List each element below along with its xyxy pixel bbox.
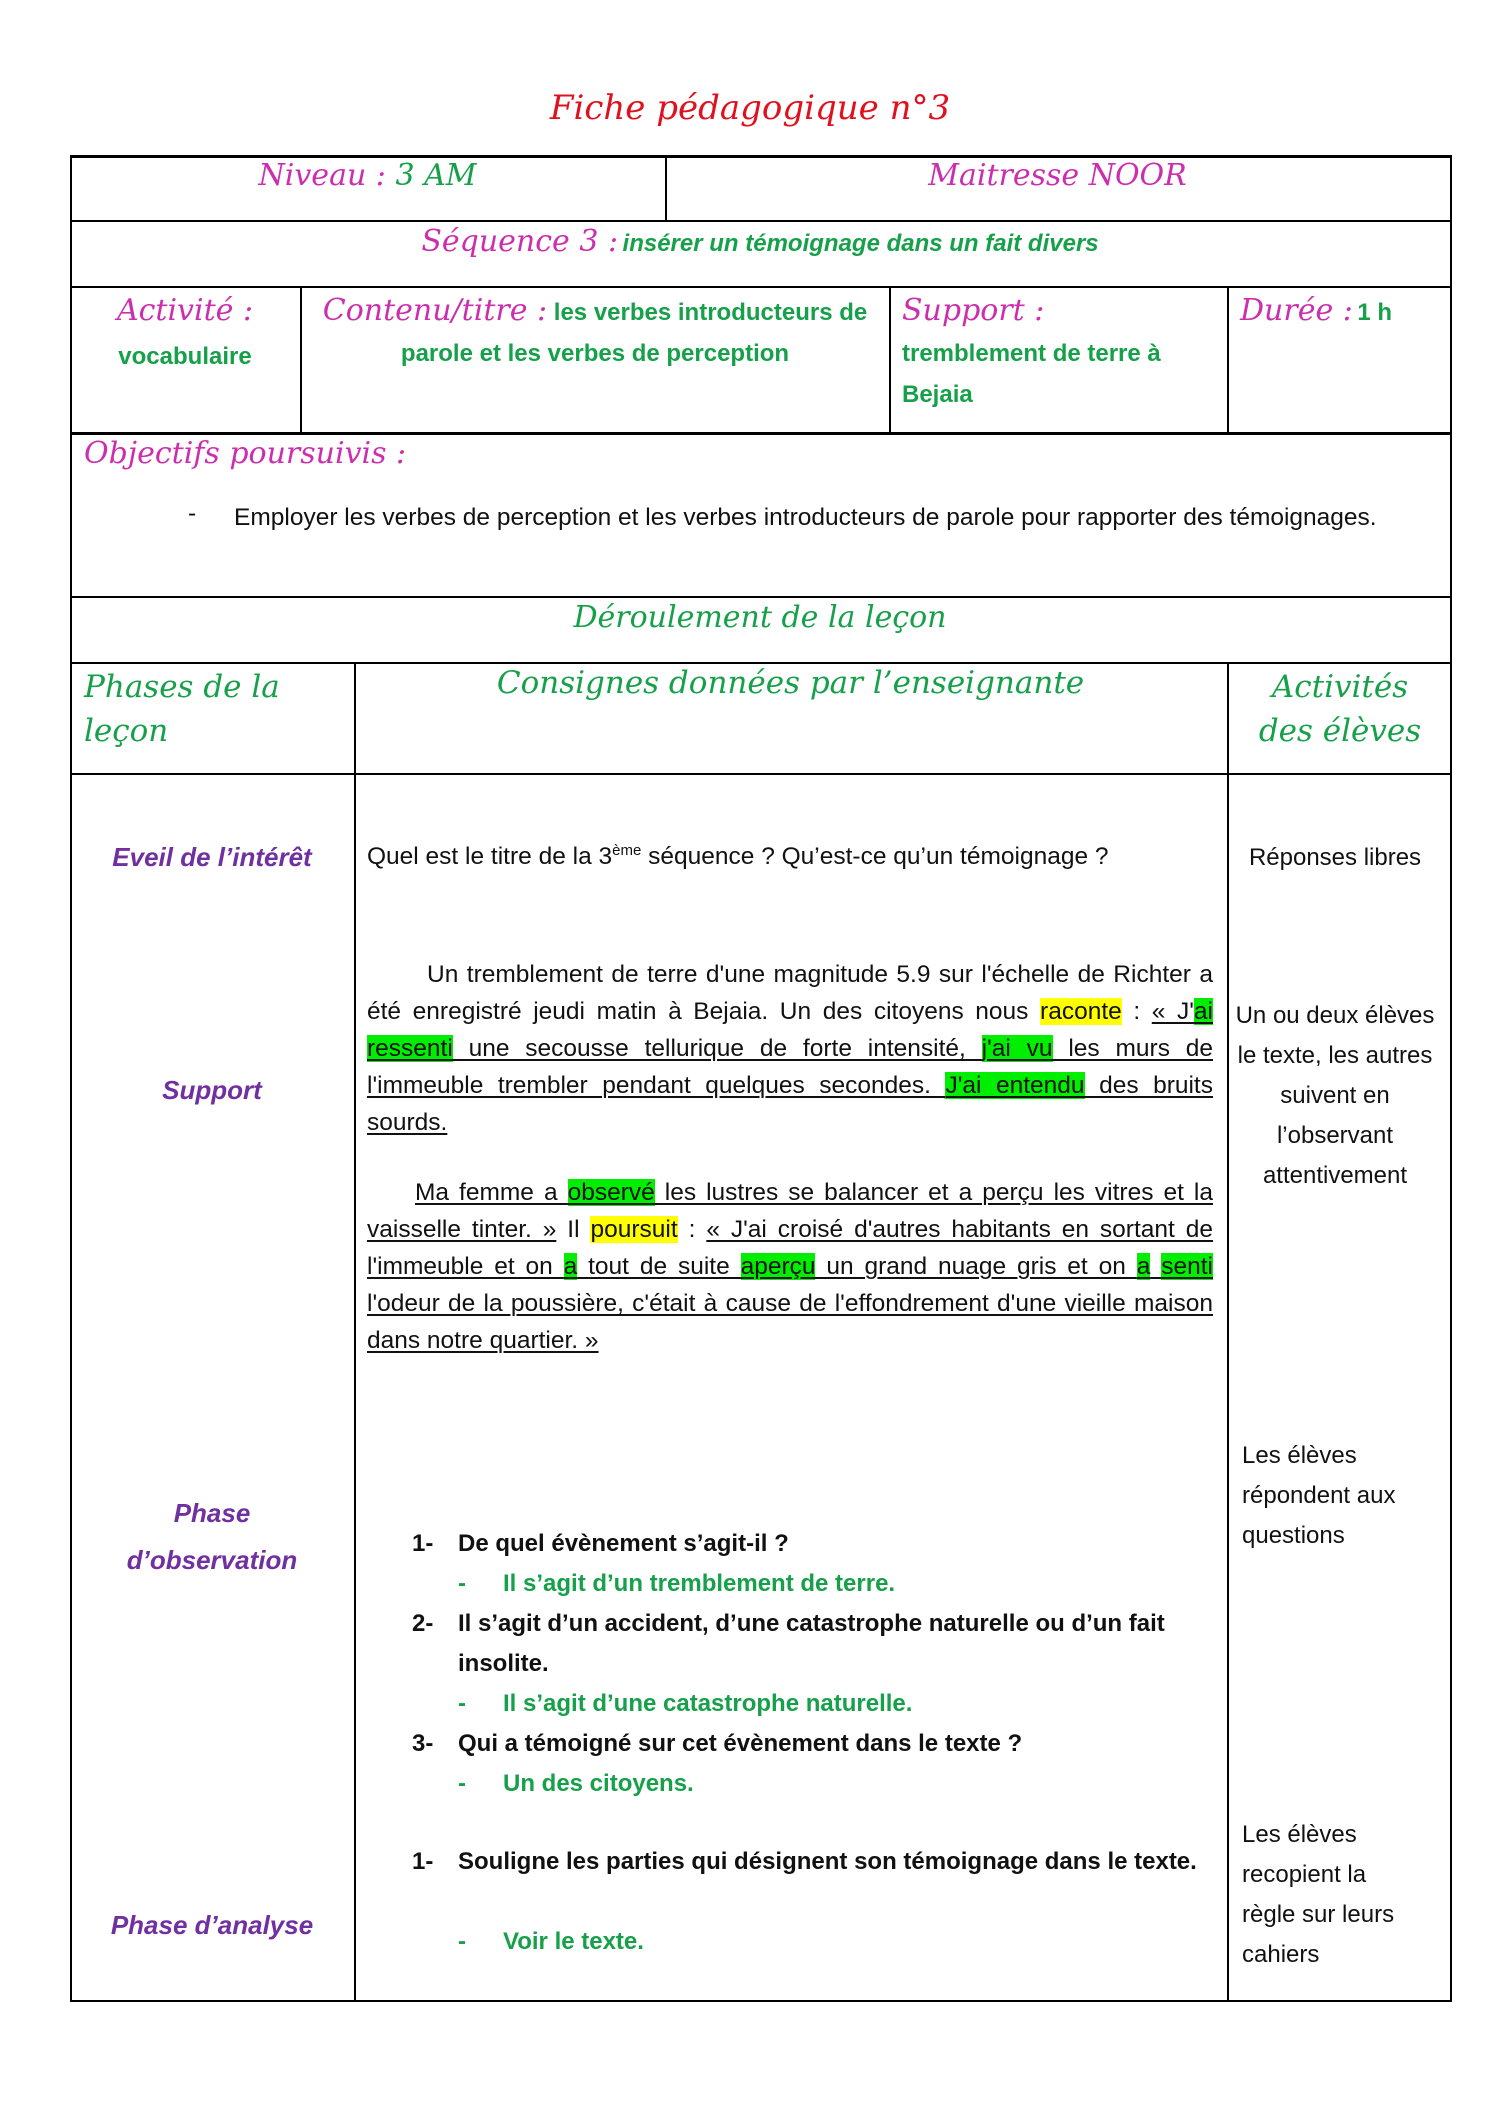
- question-number: 1-: [412, 1848, 434, 1875]
- text: tout de suite: [577, 1253, 741, 1280]
- divider: [70, 432, 1452, 435]
- phase-observation: Phase d’observation: [126, 1498, 298, 1575]
- sequence-label: Séquence 3 :: [421, 224, 619, 259]
- contenu: [320, 290, 870, 374]
- highlight-intro-verb: raconte: [1040, 998, 1122, 1025]
- dash: -: [458, 1570, 466, 1597]
- dash: -: [458, 1770, 466, 1797]
- highlight-perception-verb: a: [563, 1253, 578, 1280]
- text: « J': [1151, 998, 1194, 1025]
- support-paragraph-2: [367, 1174, 1213, 1359]
- niveau-value: 3 AM: [395, 158, 477, 193]
- question-number: 2-: [412, 1610, 434, 1637]
- question-item: [412, 1842, 1212, 1882]
- answer-item: [412, 1764, 1212, 1804]
- text: une secousse tellurique de forte intensité,: [452, 1035, 982, 1062]
- answer-item: [412, 1564, 1212, 1604]
- sequence: [70, 224, 1450, 259]
- text: Ma femme a: [415, 1179, 568, 1206]
- question-text: séquence ? Qu’est-ce qu’un témoignage ?: [641, 843, 1109, 871]
- teacher-name: Maitresse NOOR: [928, 158, 1187, 193]
- contenu-label: Contenu/titre :: [322, 293, 548, 328]
- text: l'odeur de la poussière, c'était à cause de l'effondrement d'une vieille maison dans notre quartier. »: [367, 1290, 1213, 1354]
- analyse-questions: [412, 1842, 1212, 1962]
- question-text: De quel évènement s’agit-il ?: [458, 1530, 789, 1557]
- phase-analyse: Phase d’analyse: [110, 1910, 314, 1940]
- divider: [70, 662, 1452, 664]
- support-paragraph-1: [367, 956, 1213, 1141]
- question-text: Souligne les parties qui désignent son témoignage dans le texte.: [458, 1848, 1197, 1875]
- observation-questions: [412, 1524, 1212, 1804]
- text: :: [677, 1216, 707, 1243]
- divider: [354, 662, 356, 2002]
- niveau-label: Niveau :: [258, 158, 386, 193]
- highlight-perception-verb: a: [1136, 1253, 1151, 1280]
- objectifs-label: Objectifs poursuivis :: [84, 436, 407, 471]
- support-label: Support :: [902, 293, 1045, 328]
- duree-label: Durée :: [1240, 293, 1353, 328]
- highlight-perception-verb: j'ai vu: [981, 1035, 1053, 1062]
- activite: [80, 290, 290, 380]
- question-text: Qui a témoigné sur cet évènement dans le texte ?: [458, 1730, 1023, 1757]
- highlight-perception-verb: senti: [1161, 1253, 1213, 1280]
- activity-eveil: Réponses libres: [1248, 844, 1422, 871]
- table-border: [1450, 155, 1452, 2002]
- question-number: 3-: [412, 1730, 434, 1757]
- text: [1150, 1253, 1161, 1280]
- text: des bruits sourds.: [367, 1072, 1213, 1136]
- text: les lustres se balancer et a perçu les vitres et la vaisselle tinter. »: [367, 1179, 1213, 1243]
- text: un grand nuage gris et on: [815, 1253, 1137, 1280]
- text: :: [1121, 998, 1152, 1025]
- highlight-perception-verb: observé: [567, 1179, 655, 1206]
- divider: [889, 286, 891, 434]
- contenu-value: les verbes introducteurs de parole et les verbes de perception: [400, 299, 868, 367]
- highlight-perception-verb: J'ai entendu: [945, 1072, 1085, 1099]
- highlight-intro-verb: poursuit: [590, 1216, 678, 1243]
- support-info: [902, 290, 1220, 415]
- text: « J'ai croisé d'autres habitants en sortant de l'immeuble et on: [367, 1216, 1214, 1280]
- activite-label: Activité :: [116, 293, 254, 328]
- activite-value: vocabulaire: [118, 343, 252, 370]
- objectif-item: Employer les verbes de perception et les verbes introducteurs de parole pour rapporter des témoignages.: [234, 504, 1377, 531]
- divider: [70, 596, 1452, 598]
- phase-eveil: Eveil de l’intérêt: [112, 842, 312, 872]
- highlight-perception-verb: ai ressenti: [367, 998, 1213, 1062]
- divider: [1227, 662, 1229, 2002]
- duree: [1240, 290, 1445, 336]
- answer-item: [412, 1684, 1212, 1724]
- text: Il: [556, 1216, 591, 1243]
- phase-support: Support: [162, 1075, 262, 1105]
- page-title: Fiche pédagogique n°3: [549, 88, 951, 128]
- highlight-perception-verb: aperçu: [740, 1253, 816, 1280]
- question-text: Il s’agit d’un accident, d’une catastrophe naturelle ou d’un fait insolite.: [458, 1610, 1165, 1677]
- activity-observation: Les élèves répondent aux questions: [1242, 1442, 1396, 1549]
- superscript: ème: [612, 842, 642, 859]
- text: les murs de l'immeuble trembler pendant quelques secondes.: [367, 1035, 1214, 1099]
- support-value: tremblement de terre à Bejaia: [902, 340, 1161, 408]
- answer-text: Voir le texte.: [503, 1928, 644, 1955]
- deroulement-title: Déroulement de la leçon: [573, 600, 947, 635]
- answer-item: [412, 1922, 1212, 1962]
- answer-text: Il s’agit d’une catastrophe naturelle.: [503, 1690, 913, 1717]
- question-item: [412, 1524, 1212, 1564]
- dash: -: [458, 1690, 466, 1717]
- col-header-consignes: Consignes données par l’enseignante: [496, 665, 1085, 701]
- col-header-phases: Phases de la leçon: [84, 669, 280, 749]
- sequence-value: insérer un témoignage dans un fait divers: [622, 230, 1099, 257]
- divider: [70, 286, 1452, 288]
- col-header-activites: Activités des élèves: [1258, 669, 1422, 749]
- question-item: [412, 1724, 1212, 1764]
- eveil-question: [367, 842, 1109, 871]
- activity-support: Un ou deux élèves le texte, les autres suivent en l’observant attentivement: [1235, 1002, 1435, 1189]
- question-text: Quel est le titre de la 3: [367, 843, 613, 871]
- duree-value: 1 h: [1357, 299, 1393, 326]
- answer-text: Il s’agit d’un tremblement de terre.: [503, 1570, 896, 1597]
- question-item: [412, 1604, 1212, 1684]
- divider: [1227, 286, 1229, 434]
- niveau: [70, 158, 665, 193]
- table-border: [70, 2000, 1452, 2002]
- answer-text: Un des citoyens.: [503, 1770, 694, 1797]
- divider: [70, 773, 1452, 775]
- question-number: 1-: [412, 1530, 434, 1557]
- divider: [300, 286, 302, 434]
- divider: [70, 220, 1452, 222]
- dash: -: [458, 1928, 466, 1955]
- bullet: -: [188, 500, 197, 527]
- activity-analyse: Les élèves recopient la règle sur leurs cahiers: [1242, 1821, 1395, 1968]
- text: Un tremblement de terre d'une magnitude 5.9 sur l'échelle de Richter a été enregistré jeudi matin à Bejaia. Un des citoyens nous: [367, 961, 1213, 1025]
